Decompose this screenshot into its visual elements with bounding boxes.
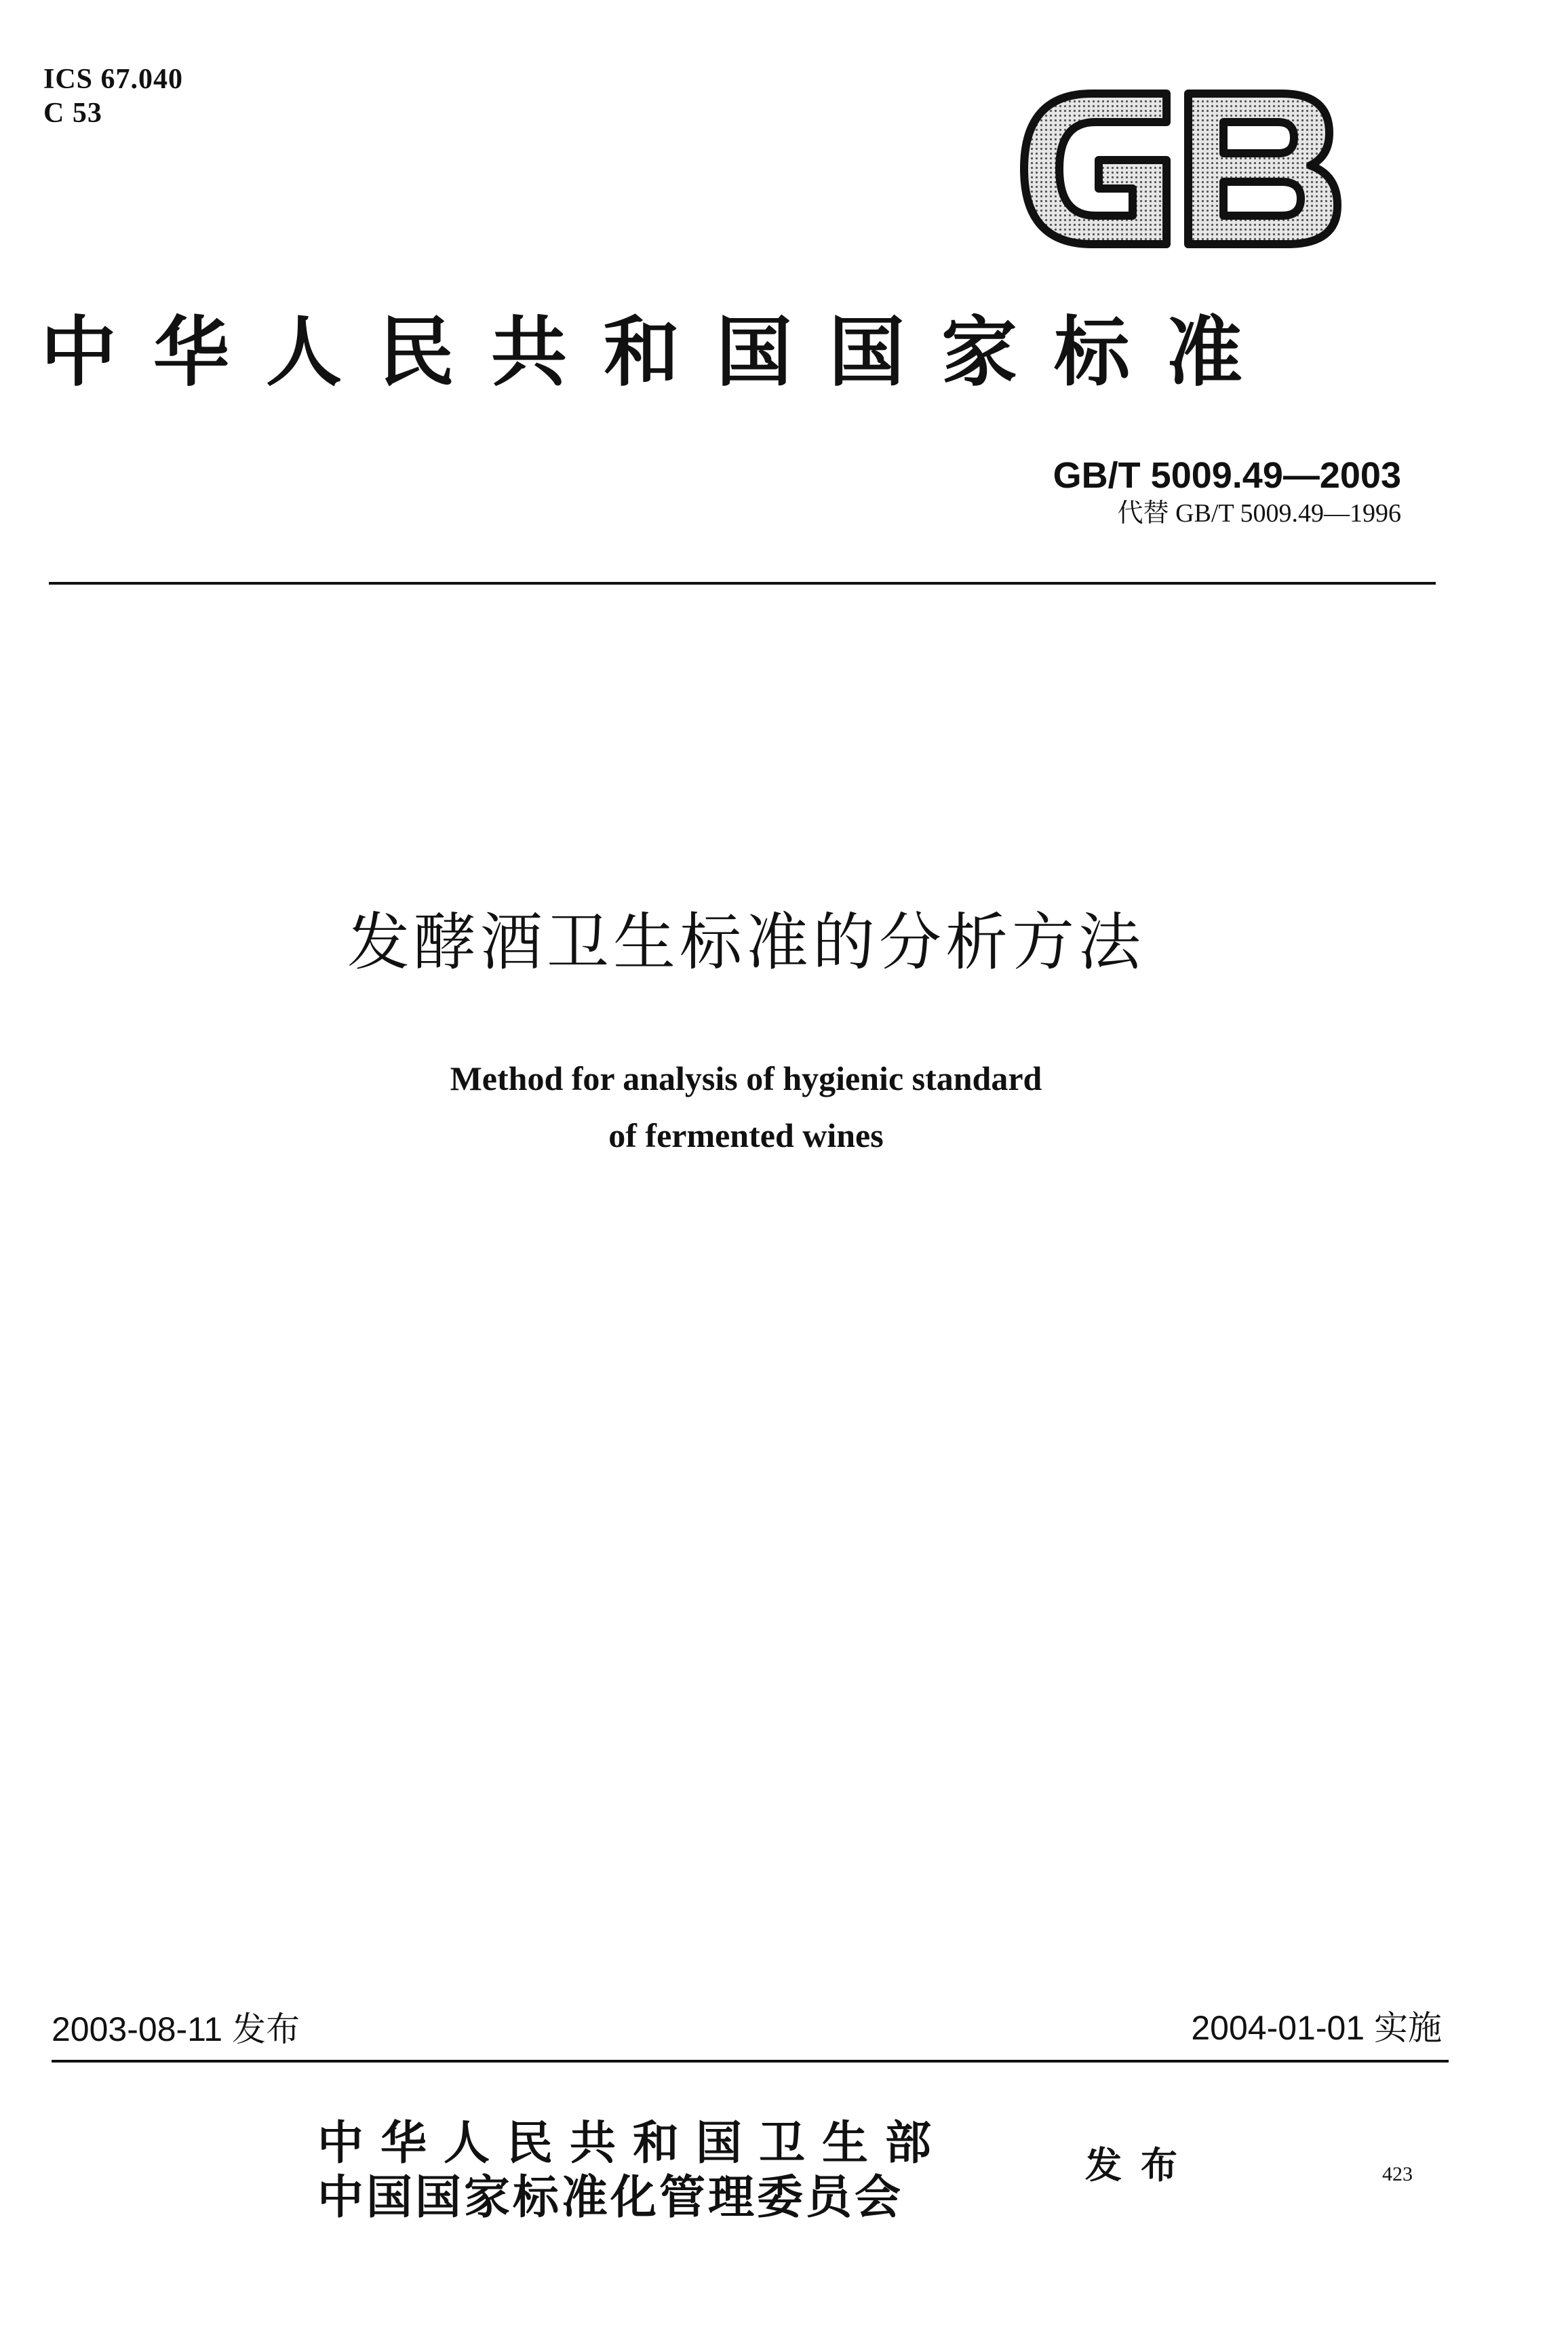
ccs-code: C 53 <box>43 98 102 129</box>
standard-number: GB/T 5009.49—2003 <box>1053 455 1401 496</box>
gb-logo <box>1011 80 1350 258</box>
replaces-standard: 代替 GB/T 5009.49—1996 <box>1117 499 1401 528</box>
ics-code: ICS 67.040 <box>43 64 184 95</box>
title-en-line-2: of fermented wines <box>608 1116 884 1154</box>
footer-divider <box>52 2060 1449 2063</box>
issuing-authorities <box>317 2116 948 2225</box>
document-title-en <box>0 1050 1492 1164</box>
page-number: 423 <box>1382 2163 1413 2185</box>
title-en-line-1: Method for analysis of hygienic standard <box>450 1059 1042 1097</box>
issuer-standardization-administration: 中国国家标准化管理委员会 <box>317 2170 904 2225</box>
issue-date: 2003-08-11 发布 <box>52 2010 300 2048</box>
page-title: 中华人民共和国国家标准 <box>41 309 1279 397</box>
document-title-cn: 发酵酒卫生标准的分析方法 <box>347 906 1145 979</box>
classification-codes <box>43 62 183 130</box>
issuer-ministry-of-health: 中华人民共和国卫生部 <box>317 2116 949 2170</box>
implementation-date: 2004-01-01 实施 <box>1191 2009 1442 2047</box>
issued-by-label: 发布 <box>1085 2143 1196 2187</box>
header-divider <box>49 582 1436 585</box>
